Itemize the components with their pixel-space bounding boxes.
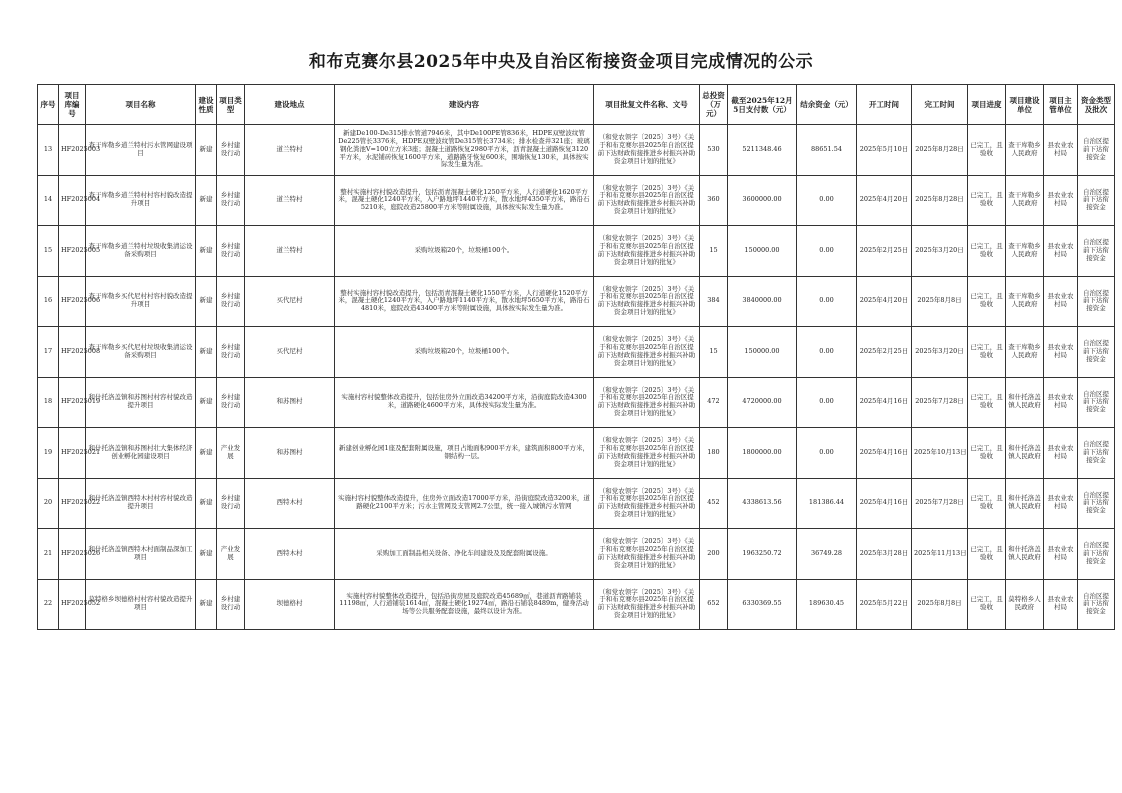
cell-content: 新建创业孵化园1座及配套附属设施，项目占地面积900平方米，建筑面积800平方米，钢结构一层。 [335,428,594,479]
cell-code: HF2025006 [59,276,86,327]
cell-start: 2025年4月20日 [857,276,912,327]
cell-nature: 新建 [196,125,217,176]
cell-nature: 新建 [196,276,217,327]
cell-approval: （和党农领字〔2025〕3号）《关于和布克赛尔县2025年自治区提前下达财政衔接推进乡村振兴补助资金项目计划的批复》 [594,377,700,428]
cell-type: 乡村建设行动 [217,175,245,226]
cell-code: HF2025019 [59,377,86,428]
cell-type: 乡村建设行动 [217,226,245,277]
cell-supervisor: 县农业农村局 [1044,478,1078,529]
cell-balance: 88651.54 [797,125,857,176]
cell-builder: 和什托洛盖镇人民政府 [1006,377,1044,428]
cell-seq: 20 [38,478,59,529]
cell-builder: 查干库勒乡人民政府 [1006,175,1044,226]
cell-nature: 新建 [196,175,217,226]
cell-progress: 已完工，且验收 [968,327,1006,378]
cell-balance: 0.00 [797,377,857,428]
cell-end: 2025年8月28日 [912,175,968,226]
cell-paid: 5211348.46 [728,125,797,176]
table-row [38,529,1115,580]
cell-builder: 和什托洛盖镇人民政府 [1006,529,1044,580]
cell-name: 和什托洛盖镇和苏图村壮大集体经济创业孵化园建设项目 [86,428,196,479]
cell-content: 实施村容村貌整体改造提升，住房外立面改造17000平方米，沿街庭院改造3200米，道路硬化2100平方米；污水主管网及支管网2.7公里，统一接入城镇污水管网 [335,478,594,529]
header-end: 完工时间 [912,85,968,125]
cell-name: 查干库勒乡买代尼村垃圾收集清运设备采购项目 [86,327,196,378]
cell-end: 2025年7月28日 [912,478,968,529]
cell-progress: 已完工，且验收 [968,529,1006,580]
cell-type: 乡村建设行动 [217,478,245,529]
cell-builder: 和什托洛盖镇人民政府 [1006,478,1044,529]
cell-code: HF2025021 [59,428,86,479]
cell-fund-type: 自治区提前下达衔接资金 [1078,327,1115,378]
cell-approval: （和党农领字〔2025〕3号）《关于和布克赛尔县2025年自治区提前下达财政衔接推进乡村振兴补助资金项目计划的批复》 [594,579,700,630]
cell-fund-type: 自治区提前下达衔接资金 [1078,125,1115,176]
cell-location: 和苏图村 [245,377,335,428]
cell-seq: 14 [38,175,59,226]
cell-name: 和什托洛盖镇西特木村村容村貌改造提升项目 [86,478,196,529]
cell-type: 乡村建设行动 [217,327,245,378]
cell-code: HF2025005 [59,226,86,277]
table-row [38,125,1115,176]
cell-content: 实施村容村貌整体改造提升，包括住房外立面改造34200平方米，沿街庭院改造4300米，道路硬化4600平方米，具体按实际发生量为准。 [335,377,594,428]
cell-start: 2025年2月25日 [857,327,912,378]
cell-fund-type: 自治区提前下达衔接资金 [1078,579,1115,630]
cell-nature: 新建 [196,428,217,479]
cell-content: 采购垃圾箱20个，垃圾桶100个。 [335,226,594,277]
cell-code: HF2025003 [59,125,86,176]
cell-name: 查干库勒乡道兰特村村容村貌改造提升项目 [86,175,196,226]
cell-type: 乡村建设行动 [217,377,245,428]
cell-content: 采购加工面制品相关设备、净化车间建设及及配套附属设施。 [335,529,594,580]
cell-paid: 3840000.00 [728,276,797,327]
cell-supervisor: 县农业农村局 [1044,175,1078,226]
cell-approval: （和党农领字〔2025〕3号）《关于和布克赛尔县2025年自治区提前下达财政衔接推进乡村振兴补助资金项目计划的批复》 [594,529,700,580]
cell-fund-type: 自治区提前下达衔接资金 [1078,276,1115,327]
cell-progress: 已完工，且验收 [968,428,1006,479]
cell-approval: （和党农领字〔2025〕3号）《关于和布克赛尔县2025年自治区提前下达财政衔接推进乡村振兴补助资金项目计划的批复》 [594,276,700,327]
cell-paid: 6330369.55 [728,579,797,630]
cell-fund-type: 自治区提前下达衔接资金 [1078,428,1115,479]
cell-progress: 已完工，且验收 [968,377,1006,428]
cell-name: 和什托洛盖镇和苏图村村容村貌改造提升项目 [86,377,196,428]
cell-end: 2025年8月28日 [912,125,968,176]
cell-progress: 已完工，且验收 [968,276,1006,327]
cell-seq: 17 [38,327,59,378]
cell-approval: （和党农领字〔2025〕3号）《关于和布克赛尔县2025年自治区提前下达财政衔接推进乡村振兴补助资金项目计划的批复》 [594,428,700,479]
header-seq: 序号 [38,85,59,125]
cell-name: 查干库勒乡道兰特村垃圾收集清运设备采购项目 [86,226,196,277]
cell-seq: 15 [38,226,59,277]
cell-supervisor: 县农业农村局 [1044,377,1078,428]
cell-name: 莫特格乡坝德格村村容村貌改造提升项目 [86,579,196,630]
cell-invest: 15 [700,327,728,378]
cell-fund-type: 自治区提前下达衔接资金 [1078,226,1115,277]
cell-location: 道兰特村 [245,175,335,226]
cell-supervisor: 县农业农村局 [1044,529,1078,580]
cell-location: 道兰特村 [245,125,335,176]
cell-start: 2025年4月16日 [857,478,912,529]
cell-builder: 查干库勒乡人民政府 [1006,125,1044,176]
cell-balance: 0.00 [797,226,857,277]
table-row [38,579,1115,630]
cell-start: 2025年4月16日 [857,428,912,479]
cell-approval: （和党农领字〔2025〕3号）《关于和布克赛尔县2025年自治区提前下达财政衔接推进乡村振兴补助资金项目计划的批复》 [594,478,700,529]
cell-builder: 查干库勒乡人民政府 [1006,327,1044,378]
header-builder: 项目建设单位 [1006,85,1044,125]
cell-content: 实施村容村貌整体改造提升，包括沿街房屋及庭院改造45689㎡，巷道沥青路铺装11198㎡，人行道铺装1614㎡，混凝土硬化19274㎡，路沿石铺装8489m，健身活动场等公共服务配套设施，最终以设计为准。 [335,579,594,630]
cell-end: 2025年11月13日 [912,529,968,580]
cell-approval: （和党农领字〔2025〕3号）《关于和布克赛尔县2025年自治区提前下达财政衔接推进乡村振兴补助资金项目计划的批复》 [594,175,700,226]
cell-progress: 已完工，且验收 [968,478,1006,529]
cell-type: 产业发展 [217,529,245,580]
cell-end: 2025年10月13日 [912,428,968,479]
cell-supervisor: 县农业农村局 [1044,327,1078,378]
cell-invest: 180 [700,428,728,479]
cell-balance: 36749.28 [797,529,857,580]
cell-fund-type: 自治区提前下达衔接资金 [1078,377,1115,428]
table-row [38,175,1115,226]
header-supervisor: 项目主管单位 [1044,85,1078,125]
table-header-row [38,85,1115,125]
cell-supervisor: 县农业农村局 [1044,579,1078,630]
header-type: 项目类型 [217,85,245,125]
cell-location: 和苏图村 [245,428,335,479]
cell-invest: 452 [700,478,728,529]
cell-location: 坝德格村 [245,579,335,630]
cell-approval: （和党农领字〔2025〕3号）《关于和布克赛尔县2025年自治区提前下达财政衔接推进乡村振兴补助资金项目计划的批复》 [594,327,700,378]
cell-supervisor: 县农业农村局 [1044,276,1078,327]
cell-invest: 530 [700,125,728,176]
cell-balance: 0.00 [797,276,857,327]
cell-approval: （和党农领字〔2025〕3号）《关于和布克赛尔县2025年自治区提前下达财政衔接推进乡村振兴补助资金项目计划的批复》 [594,125,700,176]
page-title: 和布克赛尔县2025年中央及自治区衔接资金项目完成情况的公示 [308,52,814,72]
header-nature: 建设性质 [196,85,217,125]
cell-fund-type: 自治区提前下达衔接资金 [1078,478,1115,529]
cell-supervisor: 县农业农村局 [1044,125,1078,176]
cell-paid: 1800000.00 [728,428,797,479]
cell-paid: 4720000.00 [728,377,797,428]
cell-invest: 15 [700,226,728,277]
cell-paid: 150000.00 [728,327,797,378]
cell-seq: 21 [38,529,59,580]
cell-name: 查干库勒乡道兰特村污水管网建设项目 [86,125,196,176]
cell-seq: 16 [38,276,59,327]
cell-end: 2025年3月20日 [912,327,968,378]
table-row [38,377,1115,428]
cell-name: 查干库勒乡买代尼村村容村貌改造提升项目 [86,276,196,327]
cell-balance: 0.00 [797,327,857,378]
header-content: 建设内容 [335,85,594,125]
cell-location: 买代尼村 [245,276,335,327]
table-row [38,276,1115,327]
cell-fund-type: 自治区提前下达衔接资金 [1078,175,1115,226]
cell-builder: 莫特格乡人民政府 [1006,579,1044,630]
cell-code: HF2025008 [59,327,86,378]
cell-end: 2025年7月28日 [912,377,968,428]
cell-seq: 19 [38,428,59,479]
table-row [38,327,1115,378]
header-invest: 总投资（万元） [700,85,728,125]
cell-seq: 18 [38,377,59,428]
cell-paid: 3600000.00 [728,175,797,226]
header-name: 项目名称 [86,85,196,125]
cell-paid: 150000.00 [728,226,797,277]
cell-balance: 0.00 [797,175,857,226]
cell-code: HF2025052 [59,579,86,630]
cell-balance: 0.00 [797,428,857,479]
cell-supervisor: 县农业农村局 [1044,226,1078,277]
table-row [38,478,1115,529]
cell-location: 西特木村 [245,478,335,529]
cell-content: 新建De100-De315排水管道7946米，其中De100PE管836米，HDPE双壁波纹管De225管长3376米，HDPE双壁波纹管De315管长3734米；排水检查井321座；玻璃钢化粪池V=100立方米3座；混凝土道路恢复2980平方米，沥青混凝土道路恢复3120平方米，水泥铺砖恢复1600平方米，道路路牙恢复600米，围墙恢复130米，具体按实际发生量为准。 [335,125,594,176]
cell-invest: 200 [700,529,728,580]
cell-progress: 已完工，且验收 [968,175,1006,226]
table-row [38,226,1115,277]
cell-nature: 新建 [196,529,217,580]
header-location: 建设地点 [245,85,335,125]
table-row [38,428,1115,479]
cell-content: 采购垃圾箱20个，垃圾桶100个。 [335,327,594,378]
cell-code: HF2025026 [59,529,86,580]
cell-builder: 查干库勒乡人民政府 [1006,276,1044,327]
cell-invest: 652 [700,579,728,630]
cell-content: 整村实施村容村貌改造提升，包括沥青混凝土硬化1250平方米，人行道硬化1620平方米，混凝土硬化1240平方米，入户路地坪1440平方米，散水地坪4350平方米，路沿石5210米，庭院改造25800平方米等附属设施，具体按实际发生量为准。 [335,175,594,226]
cell-nature: 新建 [196,327,217,378]
cell-invest: 360 [700,175,728,226]
cell-type: 产业发展 [217,428,245,479]
cell-progress: 已完工，且验收 [968,579,1006,630]
cell-start: 2025年3月28日 [857,529,912,580]
header-paid: 截至2025年12月5日支付数（元） [728,85,797,125]
cell-builder: 和什托洛盖镇人民政府 [1006,428,1044,479]
cell-invest: 472 [700,377,728,428]
cell-nature: 新建 [196,579,217,630]
header-progress: 项目进度 [968,85,1006,125]
cell-end: 2025年3月20日 [912,226,968,277]
cell-location: 道兰特村 [245,226,335,277]
cell-approval: （和党农领字〔2025〕3号）《关于和布克赛尔县2025年自治区提前下达财政衔接推进乡村振兴补助资金项目计划的批复》 [594,226,700,277]
cell-progress: 已完工，且验收 [968,226,1006,277]
cell-invest: 384 [700,276,728,327]
cell-seq: 22 [38,579,59,630]
cell-paid: 4338613.56 [728,478,797,529]
cell-type: 乡村建设行动 [217,125,245,176]
header-approval: 项目批复文件名称、文号 [594,85,700,125]
cell-start: 2025年5月22日 [857,579,912,630]
cell-type: 乡村建设行动 [217,276,245,327]
cell-name: 和什托洛盖镇西特木村面制品深加工项目 [86,529,196,580]
cell-start: 2025年2月25日 [857,226,912,277]
cell-nature: 新建 [196,377,217,428]
cell-start: 2025年5月10日 [857,125,912,176]
cell-progress: 已完工，且验收 [968,125,1006,176]
cell-balance: 189630.45 [797,579,857,630]
cell-content: 整村实施村容村貌改造提升，包括沥青混凝土硬化1550平方米，人行道硬化1520平方米，混凝土硬化1240平方米，入户路地坪1140平方米，散水地坪5650平方米，路沿石4810米，庭院改造43400平方米等附属设施，具体按实际发生量为准。 [335,276,594,327]
cell-code: HF2025004 [59,175,86,226]
cell-type: 乡村建设行动 [217,579,245,630]
cell-code: HF2025022 [59,478,86,529]
header-code: 项目库编号 [59,85,86,125]
cell-balance: 181386.44 [797,478,857,529]
cell-nature: 新建 [196,478,217,529]
cell-paid: 1963250.72 [728,529,797,580]
cell-location: 西特木村 [245,529,335,580]
projects-table [37,84,1115,630]
header-balance: 结余资金（元） [797,85,857,125]
header-start: 开工时间 [857,85,912,125]
cell-supervisor: 县农业农村局 [1044,428,1078,479]
cell-builder: 查干库勒乡人民政府 [1006,226,1044,277]
cell-end: 2025年8月8日 [912,579,968,630]
cell-fund-type: 自治区提前下达衔接资金 [1078,529,1115,580]
cell-seq: 13 [38,125,59,176]
header-fund-type: 资金类型及批次 [1078,85,1115,125]
cell-start: 2025年4月20日 [857,175,912,226]
cell-nature: 新建 [196,226,217,277]
cell-location: 买代尼村 [245,327,335,378]
cell-end: 2025年8月8日 [912,276,968,327]
cell-start: 2025年4月16日 [857,377,912,428]
